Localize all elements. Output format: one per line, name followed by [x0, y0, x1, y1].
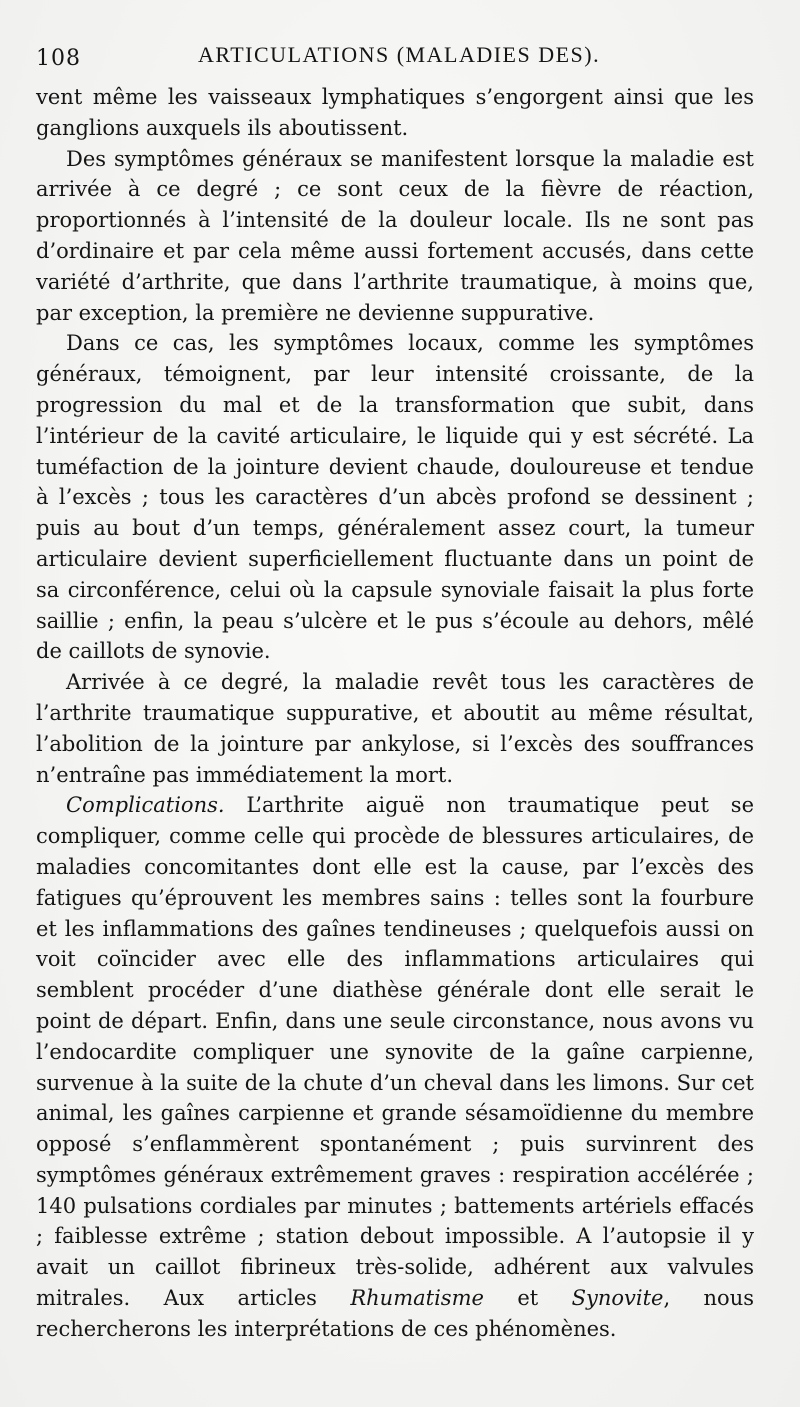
body-text [36, 82, 754, 1345]
paragraph-outcome: Arrivée à ce degré, la maladie revêt tous les caractères de l’arthrite traumatique suppurative, et aboutit au même résultat, l’abolition de la jointure par ankylose, si l’excès des souffrances n’entraîne pas immédiatement la mort. [36, 670, 754, 787]
running-title: ARTICULATIONS (MALADIES DES). [198, 42, 601, 67]
complications-text: L’arthrite aiguë non traumatique peut se compliquer, comme celle qui procède de blessures articulaires, de maladies concomitantes dont elle est la cause, par l’excès des fatigues qu’éprouvent les membres sains : telles sont la fourbure et les inflammations des gaînes tendineuses ; quelquefois aussi on voit coïncider avec elle des inflammations articulaires qui semblent procéder d’une diathèse générale dont elle serait le point de départ. Enfin, dans une seule circonstance, nous avons vu l’endocardite compliquer une synovite de la gaîne carpienne, survenue à la suite de la chute d’un cheval dans les limons. Sur cet animal, les gaînes carpienne et grande sésamoïdienne du membre opposé s’enflammèrent spontanément ; puis survinrent des symptômes généraux extrêmement graves : respiration accélérée ; 140 pulsations cordiales par minutes ; battements artériels effacés ; faiblesse extrême ; station debout impossible. A l’autopsie il y avait un caillot fibrineux très-solide, adhérent aux valvules mitrales. Aux articles [36, 793, 754, 1311]
paragraph-complications [36, 790, 754, 1344]
paragraph-local-symptoms: Dans ce cas, les symptômes locaux, comme les symptômes généraux, témoignent, par leur intensité croissante, de la progression du mal et de la transformation que subit, dans l’intérieur de la cavité articulaire, le liquide qui y est sécrété. La tuméfaction de la jointure devient chaude, douloureuse et tendue à l’excès ; tous les caractères d’un abcès profond se dessinent ; puis au bout d’un temps, généralement assez court, la tumeur articulaire devient superficiellement fluctuante dans un point de sa circonférence, celui où la capsule synoviale faisait la plus forte saillie ; enfin, la peau s’ulcère et le pus s’écoule au dehors, mêlé de caillots de synovie. [36, 331, 754, 664]
article-synovite: Synovite [571, 1286, 664, 1311]
complications-heading: Complications. [66, 793, 225, 818]
page-header [36, 30, 754, 82]
page-number: 108 [36, 46, 81, 71]
complications-text-3: , nous rechercherons les interprétations de ces phénomènes. [36, 1286, 754, 1341]
paragraph-general-symptoms: Des symptômes généraux se manifestent lorsque la maladie est arrivée à ce degré ; ce sont ceux de la fièvre de réaction, proportionnés à l’intensité de la douleur locale. Ils ne sont pas d’ordinaire et par cela même aussi fortement accusés, dans cette variété d’arthrite, que dans l’arthrite traumatique, à moins que, par exception, la première ne devienne suppurative. [36, 146, 754, 325]
paragraph-continuation: vent même les vaisseaux lymphatiques s’engorgent ainsi que les ganglions auxquels ils aboutissent. [36, 85, 754, 140]
article-rhumatisme: Rhumatisme [350, 1286, 484, 1311]
complications-text-2: et [483, 1286, 572, 1311]
